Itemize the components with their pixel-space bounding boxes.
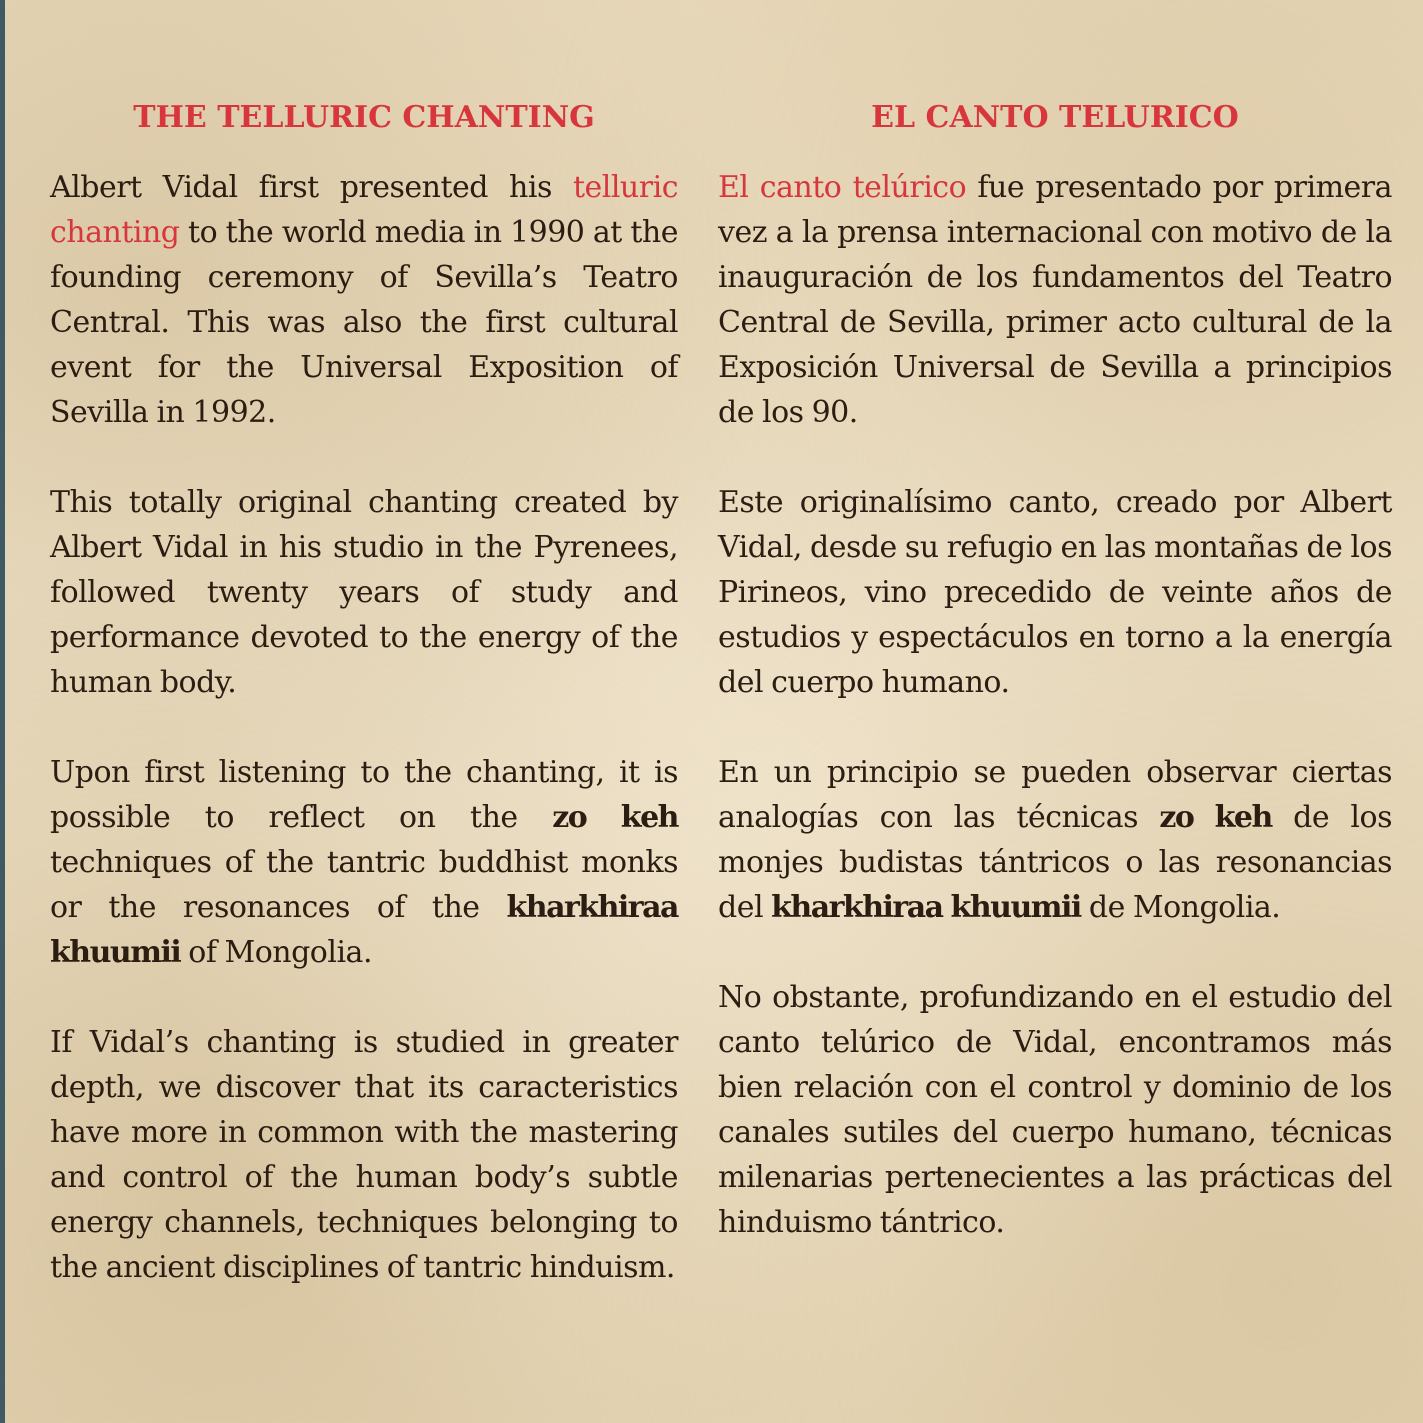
left-edge-stripe	[0, 0, 5, 1423]
spanish-paragraph-2: Este originalísimo canto, creado por Albert Vidal, desde su refugio en las montañas de los Pirineos, vino precedido de veinte años de estudios y espectáculos en torno a la energía del cuerpo humano.	[718, 485, 1392, 700]
english-column	[50, 0, 678, 1423]
spanish-p1-text-1: fue presentado por primera vez a la prensa internacional con motivo de la inauguración de los fundamentos del Teatro Central de Sevilla, primer acto cultural de la Exposición Universal de Sevilla a principios de los 90.	[718, 170, 1392, 430]
english-p3-text-2: techniques of the tantric buddhist monks or the resonances of the	[50, 845, 678, 925]
spanish-p3-text-2: de los monjes budistas tántricos o las resonancias del	[718, 800, 1392, 925]
spanish-p1-highlight: El canto telúrico	[718, 170, 967, 205]
english-paragraph-3	[50, 750, 678, 975]
spanish-p3-text-1: En un principio se pueden observar ciertas analogías con las técnicas	[718, 755, 1392, 835]
english-p3-text-3: of Mongolia.	[180, 935, 372, 970]
spanish-paragraph-4: No obstante, profundizando en el estudio del canto telúrico de Vidal, encontramos más bien relación con el control y dominio de los canales sutiles del cuerpo humano, técnicas milenarias pertenecientes a las prácticas del hinduismo tántrico.	[718, 980, 1392, 1240]
english-paragraph-1	[50, 165, 678, 435]
english-p1-highlight: telluric chanting	[50, 170, 678, 250]
spanish-p3-text-3: de Mongolia.	[1080, 890, 1281, 925]
spanish-heading: EL CANTO TELURICO	[871, 100, 1239, 136]
english-p3-bold-2: kharkhiraa khuumii	[50, 890, 678, 970]
english-p3-bold-1: zo keh	[552, 800, 678, 835]
english-p3-text-1: Upon first listening to the chanting, it is possible to reflect on the	[50, 755, 678, 835]
spanish-paragraph-1	[718, 165, 1392, 435]
english-paragraph-4: If Vidal’s chanting is studied in greater depth, we discover that its caracteristics have more in common with the mastering and control of the human body’s subtle energy channels, techniques belonging to the ancient disciplines of tantric hinduism.	[50, 1025, 678, 1285]
spanish-p3-bold-1: zo keh	[1159, 800, 1272, 835]
spanish-paragraph-3	[718, 750, 1392, 930]
spanish-p3-bold-2: kharkhiraa khuumii	[771, 890, 1081, 925]
spanish-column	[718, 0, 1392, 1423]
english-paragraph-2: This totally original chanting created by Albert Vidal in his studio in the Pyrenees, followed twenty years of study and performance devoted to the energy of the human body.	[50, 485, 678, 700]
english-heading: THE TELLURIC CHANTING	[133, 100, 595, 136]
english-p1-text-2: to the world media in 1990 at the founding ceremony of Sevilla’s Teatro Central. This was also the first cultural event for the Universal Exposition of Sevilla in 1992.	[50, 215, 678, 430]
english-p1-text-1: Albert Vidal first presented his	[50, 170, 573, 205]
